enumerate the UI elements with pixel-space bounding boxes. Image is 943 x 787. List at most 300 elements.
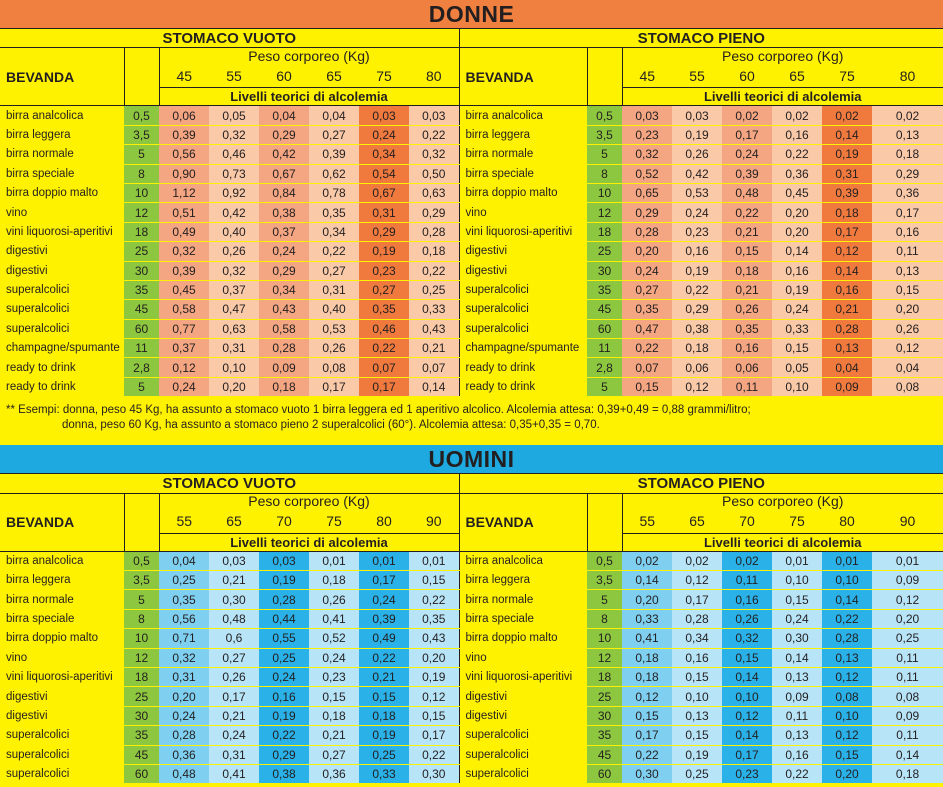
gradazione-value: 45 (124, 745, 159, 764)
alcolemia-value: 0,19 (672, 261, 722, 280)
weight-pieno-65: 65 (789, 67, 805, 84)
alcolemia-value: 0,58 (159, 300, 209, 319)
weight-pieno-55: 55 (689, 67, 705, 84)
alcolemia-value: 0,34 (309, 222, 359, 241)
table-row (0, 319, 943, 338)
alcolemia-value: 0,17 (872, 203, 943, 222)
alcolemia-value: 0,35 (359, 300, 409, 319)
alcolemia-value: 0,12 (872, 339, 943, 358)
alcolemia-value: 0,01 (309, 551, 359, 570)
alcolemia-value: 0,26 (209, 667, 259, 686)
alcolemia-value: 0,31 (159, 667, 209, 686)
alcolemia-value: 0,02 (872, 106, 943, 125)
alcolemia-value: 0,28 (672, 609, 722, 628)
drink-name: birra normale (459, 590, 587, 609)
alcolemia-value: 0,16 (722, 590, 772, 609)
bevanda-header: BEVANDA (459, 48, 587, 106)
alcolemia-value: 0,18 (622, 648, 672, 667)
alcolemia-value: 0,15 (309, 687, 359, 706)
gradazione-value: 30 (587, 706, 622, 725)
alcolemia-value: 0,27 (209, 648, 259, 667)
alcolemia-value: 0,84 (259, 183, 309, 202)
alcolemia-value: 0,14 (772, 648, 822, 667)
drink-name: superalcolici (0, 300, 124, 319)
gradazione-value: 25 (587, 242, 622, 261)
gradazione-value: 8 (124, 609, 159, 628)
alcolemia-value: 0,22 (772, 145, 822, 164)
drink-name: birra speciale (0, 609, 124, 628)
alcolemia-value: 0,24 (772, 300, 822, 319)
alcolemia-value: 0,30 (772, 629, 822, 648)
alcolemia-value: 0,01 (409, 551, 459, 570)
gradazione-value: 11 (587, 339, 622, 358)
alcolemia-value: 0,38 (259, 203, 309, 222)
gradazione-value: 5 (587, 145, 622, 164)
alcolemia-value: 0,35 (409, 609, 459, 628)
alcolemia-value: 0,55 (259, 629, 309, 648)
alcolemia-value: 0,32 (209, 261, 259, 280)
alcolemia-value: 0,16 (772, 125, 822, 144)
alcolemia-value: 0,31 (209, 339, 259, 358)
alcolemia-value: 0,18 (359, 706, 409, 725)
alcolemia-value: 0,54 (359, 164, 409, 183)
alcolemia-value: 0,10 (772, 571, 822, 590)
alcolemia-value: 0,28 (822, 629, 872, 648)
alcolemia-value: 0,46 (359, 319, 409, 338)
alcolemia-value: 0,15 (872, 280, 943, 299)
alcolemia-value: 0,41 (622, 629, 672, 648)
alcolemia-value: 0,65 (622, 183, 672, 202)
alcolemia-value: 0,10 (822, 571, 872, 590)
alcolemia-value: 0,16 (772, 745, 822, 764)
alcolemia-value: 0,32 (622, 145, 672, 164)
alcolemia-value: 0,18 (672, 339, 722, 358)
alcolemia-value: 0,10 (209, 358, 259, 377)
alcolemia-value: 0,21 (409, 339, 459, 358)
alcolemia-value: 0,24 (359, 590, 409, 609)
drink-name: digestivi (0, 242, 124, 261)
alcolemia-value: 0,30 (409, 764, 459, 783)
table-row (0, 629, 943, 648)
alcolemia-value: 0,31 (822, 164, 872, 183)
alcolemia-value: 0,17 (722, 745, 772, 764)
alcolemia-value: 0,17 (722, 125, 772, 144)
table-row (0, 358, 943, 377)
bevanda-header: BEVANDA (459, 493, 587, 551)
drink-name: birra speciale (459, 164, 587, 183)
gradazione-value: 60 (587, 764, 622, 783)
alcolemia-value: 0,21 (722, 280, 772, 299)
alcolemia-value: 0,09 (259, 358, 309, 377)
alcolemia-value: 0,32 (159, 648, 209, 667)
alcolemia-value: 0,40 (309, 300, 359, 319)
drink-name: superalcolici (459, 319, 587, 338)
weight-pieno-75: 75 (839, 67, 855, 84)
alcolemia-value: 0,22 (409, 590, 459, 609)
alcolemia-value: 0,18 (872, 764, 943, 783)
alcolemia-value: 0,63 (409, 183, 459, 202)
table-row (0, 280, 943, 299)
livelli-vuoto: Livelli teorici di alcolemia (159, 88, 459, 106)
drink-name: champagne/spumante (459, 339, 587, 358)
weight-pieno-55: 55 (639, 512, 656, 529)
table-row (0, 164, 943, 183)
gradazione-value: 0,5 (587, 106, 622, 125)
alcolemia-value: 0,23 (309, 667, 359, 686)
weight-vuoto-80: 80 (409, 64, 459, 88)
gradazione-value: 30 (587, 261, 622, 280)
gradazione-value: 12 (124, 203, 159, 222)
alcolemia-value: 0,10 (772, 377, 822, 396)
drink-name: digestivi (0, 706, 124, 725)
drink-name: ready to drink (0, 377, 124, 396)
alcolemia-value: 0,13 (872, 261, 943, 280)
alcolemia-value: 0,11 (872, 648, 943, 667)
alcolemia-value: 0,39 (822, 183, 872, 202)
alcolemia-value: 0,13 (822, 648, 872, 667)
uomini-section (0, 445, 943, 784)
alcolemia-value: 0,24 (672, 203, 722, 222)
alcolemia-value: 0,03 (409, 106, 459, 125)
alcolemia-value: 0,01 (772, 551, 822, 570)
alcolemia-value: 0,18 (722, 261, 772, 280)
alcolemia-value: 0,12 (672, 377, 722, 396)
alcolemia-value: 0,27 (359, 280, 409, 299)
alcolemia-value: 0,73 (209, 164, 259, 183)
gradazione-value: 3,5 (124, 571, 159, 590)
gradazione-value: 35 (587, 280, 622, 299)
alcolemia-value: 0,21 (359, 667, 409, 686)
alcolemia-value: 0,11 (872, 726, 943, 745)
alcolemia-value: 0,05 (209, 106, 259, 125)
alcolemia-value: 0,28 (259, 590, 309, 609)
alcolemia-value: 0,56 (159, 145, 209, 164)
alcolemia-value: 0,28 (259, 339, 309, 358)
drink-name: superalcolici (459, 745, 587, 764)
gradazione-value: 12 (587, 648, 622, 667)
table-row (0, 222, 943, 241)
gradazione-value: 8 (587, 164, 622, 183)
alcolemia-value: 0,26 (872, 319, 943, 338)
drink-name: birra analcolica (0, 551, 124, 570)
weight-vuoto-55: 55 (176, 512, 193, 529)
alcolemia-value: 0,14 (872, 745, 943, 764)
pieno-caption: STOMACO PIENO (637, 29, 765, 47)
drink-name: superalcolici (0, 280, 124, 299)
alcolemia-value: 0,12 (409, 687, 459, 706)
alcolemia-value: 0,20 (622, 242, 672, 261)
gradazione-value: 35 (124, 726, 159, 745)
alcolemia-value: 0,02 (722, 551, 772, 570)
alcolemia-value: 0,29 (259, 261, 309, 280)
table-row (0, 203, 943, 222)
alcolemia-value: 0,12 (622, 687, 672, 706)
alcolemia-value: 0,67 (359, 183, 409, 202)
alcolemia-value: 0,22 (772, 764, 822, 783)
alcolemia-value: 0,10 (672, 687, 722, 706)
alcolemia-value: 0,13 (772, 667, 822, 686)
alcolemia-value: 0,22 (409, 745, 459, 764)
drink-name: vino (0, 648, 124, 667)
donne-table (0, 28, 943, 397)
alcolemia-value: 0,06 (722, 358, 772, 377)
alcolemia-value: 0,16 (872, 222, 943, 241)
gradazione-header (124, 48, 159, 106)
alcolemia-value: 0,16 (772, 261, 822, 280)
alcolemia-value: 0,39 (159, 261, 209, 280)
weight-vuoto-80: 80 (376, 512, 392, 529)
alcolemia-value: 0,27 (309, 745, 359, 764)
uomini-title: UOMINI (0, 445, 943, 473)
drink-name: digestivi (459, 261, 587, 280)
drink-name: vino (459, 648, 587, 667)
alcolemia-value: 0,05 (772, 358, 822, 377)
gradazione-value: 25 (124, 687, 159, 706)
alcolemia-value: 0,20 (872, 300, 943, 319)
alcolemia-value: 0,02 (622, 551, 672, 570)
alcolemia-value: 0,37 (259, 222, 309, 241)
alcolemia-value: 0,48 (159, 764, 209, 783)
drink-name: digestivi (459, 242, 587, 261)
alcolemia-value: 0,33 (772, 319, 822, 338)
alcolemia-value: 0,28 (409, 222, 459, 241)
alcolemia-value: 0,24 (722, 145, 772, 164)
drink-name: superalcolici (459, 764, 587, 783)
weight-pieno-65: 65 (689, 512, 705, 529)
alcolemia-value: 0,32 (409, 145, 459, 164)
alcolemia-value: 0,35 (309, 203, 359, 222)
alcolemia-value: 0,32 (159, 242, 209, 261)
alcolemia-value: 0,25 (159, 571, 209, 590)
drink-name: vino (0, 203, 124, 222)
alcolemia-value: 0,41 (209, 764, 259, 783)
alcolemia-value: 0,14 (822, 125, 872, 144)
drink-name: birra doppio malto (0, 629, 124, 648)
alcolemia-value: 0,49 (159, 222, 209, 241)
alcolemia-value: 0,56 (159, 609, 209, 628)
drink-name: champagne/spumante (0, 339, 124, 358)
alcolemia-value: 0,03 (672, 106, 722, 125)
weight-pieno-60: 60 (739, 67, 755, 84)
alcolemia-value: 0,34 (359, 145, 409, 164)
gradazione-value: 45 (124, 300, 159, 319)
drink-name: birra speciale (0, 164, 124, 183)
alcolemia-value: 0,22 (409, 125, 459, 144)
alcolemia-value: 0,24 (772, 609, 822, 628)
gradazione-header (587, 48, 622, 106)
alcolemia-value: 0,51 (159, 203, 209, 222)
alcolemia-value: 0,08 (872, 687, 943, 706)
drink-name: digestivi (459, 687, 587, 706)
alcolemia-value: 0,25 (872, 629, 943, 648)
alcolemia-value: 0,28 (822, 319, 872, 338)
alcolemia-value: 0,47 (622, 319, 672, 338)
alcolemia-value: 0,06 (672, 358, 722, 377)
alcolemia-value: 0,01 (359, 551, 409, 570)
alcolemia-value: 0,14 (822, 261, 872, 280)
alcolemia-value: 0,15 (772, 590, 822, 609)
table-row (0, 687, 943, 706)
alcolemia-value: 0,12 (672, 571, 722, 590)
alcolemia-value: 0,26 (722, 300, 772, 319)
alcolemia-value: 0,18 (872, 145, 943, 164)
alcolemia-value: 0,03 (259, 551, 309, 570)
alcolemia-value: 0,22 (622, 745, 672, 764)
drink-name: digestivi (459, 706, 587, 725)
alcolemia-value: 0,15 (672, 667, 722, 686)
gradazione-value: 10 (587, 183, 622, 202)
alcolemia-value: 0,20 (209, 377, 259, 396)
alcolemia-value: 0,18 (622, 667, 672, 686)
gradazione-value: 2,8 (587, 358, 622, 377)
table-row (0, 706, 943, 725)
alcolemia-value: 0,34 (672, 629, 722, 648)
drink-name: birra doppio malto (459, 183, 587, 202)
alcolemia-value: 0,24 (159, 377, 209, 396)
alcolemia-value: 0,42 (259, 145, 309, 164)
alcolemia-value: 0,43 (409, 629, 459, 648)
alcolemia-value: 0,6 (209, 629, 259, 648)
alcolemia-value: 0,16 (822, 280, 872, 299)
gradazione-value: 11 (124, 339, 159, 358)
gradazione-value: 3,5 (587, 125, 622, 144)
alcolemia-value: 0,16 (672, 648, 722, 667)
alcolemia-value: 0,18 (309, 706, 359, 725)
table-row (0, 551, 943, 570)
alcolemia-value: 0,20 (772, 222, 822, 241)
alcolemia-value: 0,23 (672, 222, 722, 241)
peso-header: Peso corporeo (Kg) (159, 48, 459, 64)
gradazione-value: 18 (587, 222, 622, 241)
alcolemia-value: 0,19 (259, 571, 309, 590)
alcolemia-value: 0,12 (822, 726, 872, 745)
alcolemia-value: 0,07 (409, 358, 459, 377)
alcolemia-value: 0,25 (409, 280, 459, 299)
table-row (0, 571, 943, 590)
alcolemia-value: 0,48 (209, 609, 259, 628)
gradazione-value: 35 (124, 280, 159, 299)
alcolemia-value: 0,53 (309, 319, 359, 338)
gradazione-value: 2,8 (124, 358, 159, 377)
alcolemia-value: 0,24 (159, 706, 209, 725)
alcolemia-value: 0,36 (159, 745, 209, 764)
alcolemia-value: 0,24 (359, 125, 409, 144)
alcolemia-value: 0,11 (872, 242, 943, 261)
alcolemia-value: 0,67 (259, 164, 309, 183)
alcolemia-value: 0,22 (359, 648, 409, 667)
alcolemia-value: 0,39 (359, 609, 409, 628)
bevanda-header: BEVANDA (0, 493, 124, 551)
alcolemia-value: 0,13 (672, 706, 722, 725)
alcolemia-value: 0,39 (722, 164, 772, 183)
drink-name: birra analcolica (459, 106, 587, 125)
alcolemia-value: 0,22 (622, 339, 672, 358)
gradazione-value: 18 (124, 667, 159, 686)
table-row (0, 745, 943, 764)
alcolemia-value: 0,31 (359, 203, 409, 222)
alcolemia-value: 0,17 (622, 726, 672, 745)
gradazione-value: 8 (124, 164, 159, 183)
alcolemia-value: 0,16 (672, 242, 722, 261)
drink-name: superalcolici (0, 319, 124, 338)
alcolemia-value: 0,02 (822, 106, 872, 125)
drink-name: birra leggera (459, 125, 587, 144)
alcolemia-value: 0,15 (622, 706, 672, 725)
alcolemia-value: 0,09 (822, 377, 872, 396)
alcolemia-value: 0,19 (672, 745, 722, 764)
alcolemia-value: 0,10 (822, 706, 872, 725)
weight-pieno-70: 70 (739, 512, 755, 529)
vuoto-caption: STOMACO VUOTO (0, 474, 459, 493)
table-row (0, 609, 943, 628)
drink-name: digestivi (0, 261, 124, 280)
weight-vuoto-65: 65 (326, 67, 342, 84)
alcolemia-value: 0,24 (309, 648, 359, 667)
alcolemia-value: 0,13 (822, 339, 872, 358)
drink-name: digestivi (0, 687, 124, 706)
alcolemia-value: 0,29 (409, 203, 459, 222)
alcolemia-value: 0,08 (872, 377, 943, 396)
alcolemia-value: 0,21 (722, 222, 772, 241)
gradazione-value: 60 (124, 764, 159, 783)
gradazione-value: 25 (587, 687, 622, 706)
alcolemia-value: 0,14 (409, 377, 459, 396)
alcolemia-value: 0,14 (722, 667, 772, 686)
alcolemia-value: 0,20 (872, 609, 943, 628)
alcolemia-value: 0,14 (622, 571, 672, 590)
alcolemia-value: 0,36 (872, 183, 943, 202)
alcolemia-value: 0,02 (722, 106, 772, 125)
alcolemia-value: 0,12 (822, 667, 872, 686)
drink-name: birra analcolica (0, 106, 124, 125)
alcolemia-value: 0,27 (309, 125, 359, 144)
alcolemia-value: 0,37 (209, 280, 259, 299)
alcolemia-value: 0,18 (259, 377, 309, 396)
alcolemia-value: 0,32 (209, 125, 259, 144)
alcolemia-value: 0,53 (672, 183, 722, 202)
alcolemia-value: 0,11 (772, 706, 822, 725)
alcolemia-value: 0,17 (309, 377, 359, 396)
table-row (0, 183, 943, 202)
alcolemia-value: 0,31 (209, 745, 259, 764)
alcolemia-value: 0,25 (259, 648, 309, 667)
alcolemia-value: 0,19 (772, 280, 822, 299)
table-row (0, 106, 943, 125)
alcolemia-value: 0,21 (309, 726, 359, 745)
alcolemia-value: 0,02 (772, 106, 822, 125)
table-row (0, 764, 943, 783)
alcolemia-value: 0,62 (309, 164, 359, 183)
table-row (0, 261, 943, 280)
gradazione-value: 0,5 (124, 551, 159, 570)
alcolemia-value: 0,29 (672, 300, 722, 319)
alcolemia-value: 0,12 (722, 706, 772, 725)
weight-vuoto-65: 65 (226, 512, 242, 529)
alcolemia-value: 0,33 (622, 609, 672, 628)
drink-name: birra normale (0, 145, 124, 164)
alcolemia-value: 0,47 (209, 300, 259, 319)
alcolemia-value: 0,08 (309, 358, 359, 377)
gradazione-value: 12 (124, 648, 159, 667)
alcolemia-value: 0,20 (409, 648, 459, 667)
drink-name: ready to drink (459, 358, 587, 377)
gradazione-value: 18 (124, 222, 159, 241)
weight-pieno-90: 90 (899, 512, 916, 529)
alcolemia-value: 0,13 (772, 726, 822, 745)
alcolemia-value: 0,17 (359, 571, 409, 590)
gradazione-value: 10 (124, 629, 159, 648)
alcolemia-value: 0,22 (359, 339, 409, 358)
